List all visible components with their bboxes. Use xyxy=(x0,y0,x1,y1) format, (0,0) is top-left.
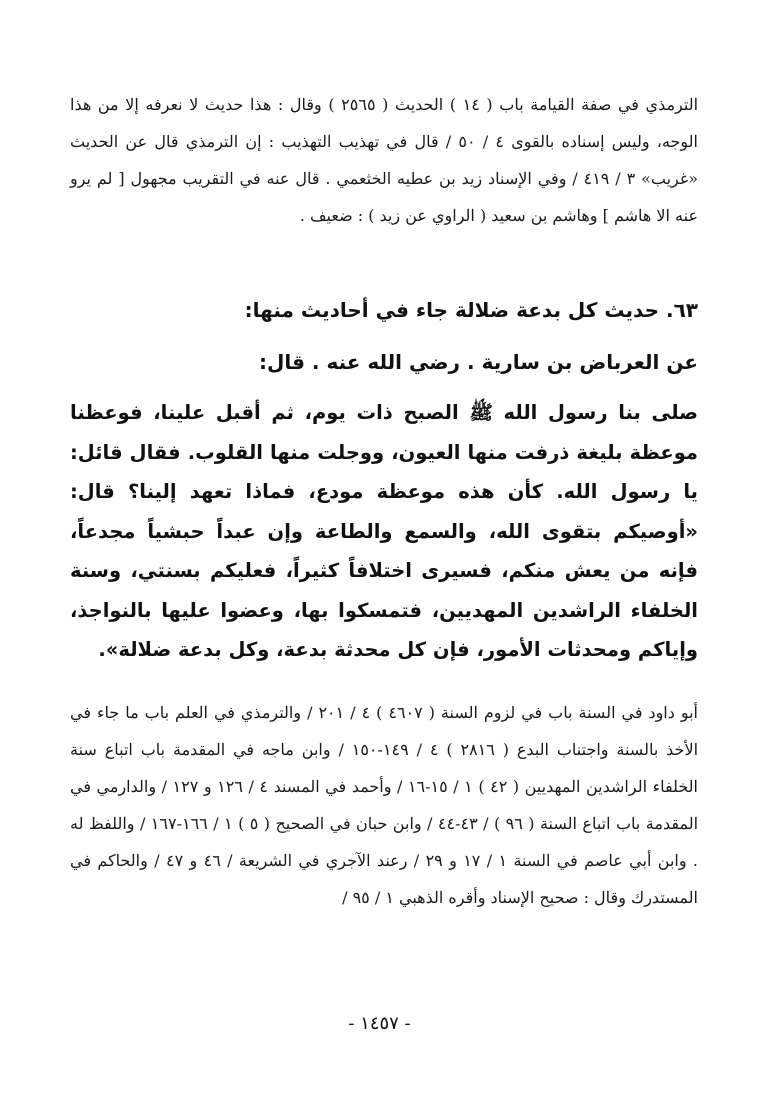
hadith-text: صلى بنا رسول الله ﷺ الصبح ذات يوم، ثم أقبل علينا، فوعظنا موعظة بليغة ذرفت منها العيون، ووجلت منها القلوب. فقال قائل: يا رسول الله. كأن هذه موعظة مودع، فماذا تعهد إلينا؟ قال: «أوصيكم بتقوى الله، والسمع والطاعة وإن عبداً حبشياً مجدعاً، فإنه من يعش منكم، فسيرى اختلافاً كثيراً، فعليكم بسنتي، وسنة الخلفاء الراشدين المهديين، فتمسكوا بها، وعضوا عليها بالنواجذ، وإياكم ومحدثات الأمور، فإن كل محدثة بدعة، وكل بدعة ضلالة». xyxy=(70,401,698,661)
page-number: - ١٤٥٧ - xyxy=(348,1013,411,1034)
footnote-bottom xyxy=(70,694,698,916)
footnote-paragraph: أبو داود في السنة باب في لزوم السنة ( ٤٦٠٧ ) ٤ / ٢٠١ / والترمذي في العلم باب ما جاء في الأخذ بالسنة واجتناب البدع ( ٢٨١٦ ) ٤ / ١٤٩-١٥٠ / وابن ماجه في المقدمة باب اتباع سنة الخلفاء الراشدين المهديين ( ٤٢ ) ١ / ١٥-١٦ / وأحمد في المسند ٤ / ١٢٦ و ١٢٧ / والدارمي في المقدمة باب اتباع السنة ( ٩٦ ) / ٤٣-٤٤ / وابن حبان في الصحيح ( ٥ ) ١ / ١٦٦-١٦٧ / واللفظ له . وابن أبي عاصم في السنة ١ / ١٧ و ٢٩ / رعند الآجري في الشريعة / ٤٦ و ٤٧ / والحاكم في المستدرك وقال : صحيح الإسناد وأقره الذهبي ١ / ٩٥ / xyxy=(70,703,699,907)
footnote-top xyxy=(70,86,698,234)
footnote-paragraph: الترمذي في صفة القيامة باب ( ١٤ ) الحديث ( ٢٥٦٥ ) وقال : هذا حديث لا نعرفه إلا من هذا الوجه، وليس إسناده بالقوى ٤ / ٥٠ / قال في تهذيب التهذيب : إن الترمذي قال عن الحديث «غريب» ٣ / ٤١٩ / وفي الإسناد زيد بن عطيه الخثعمي . قال عنه في التقريب مجهول [ لم يرو عنه الا هاشم ] وهاشم بن سعيد ( الراوي عن زيد ) : ضعيف . xyxy=(70,95,699,225)
hadith-heading: ٦٣. حديث كل بدعة ضلالة جاء في أحاديث منها: xyxy=(244,298,698,322)
narrator-line: عن العرباض بن سارية . رضي الله عنه . قال: xyxy=(258,350,698,374)
